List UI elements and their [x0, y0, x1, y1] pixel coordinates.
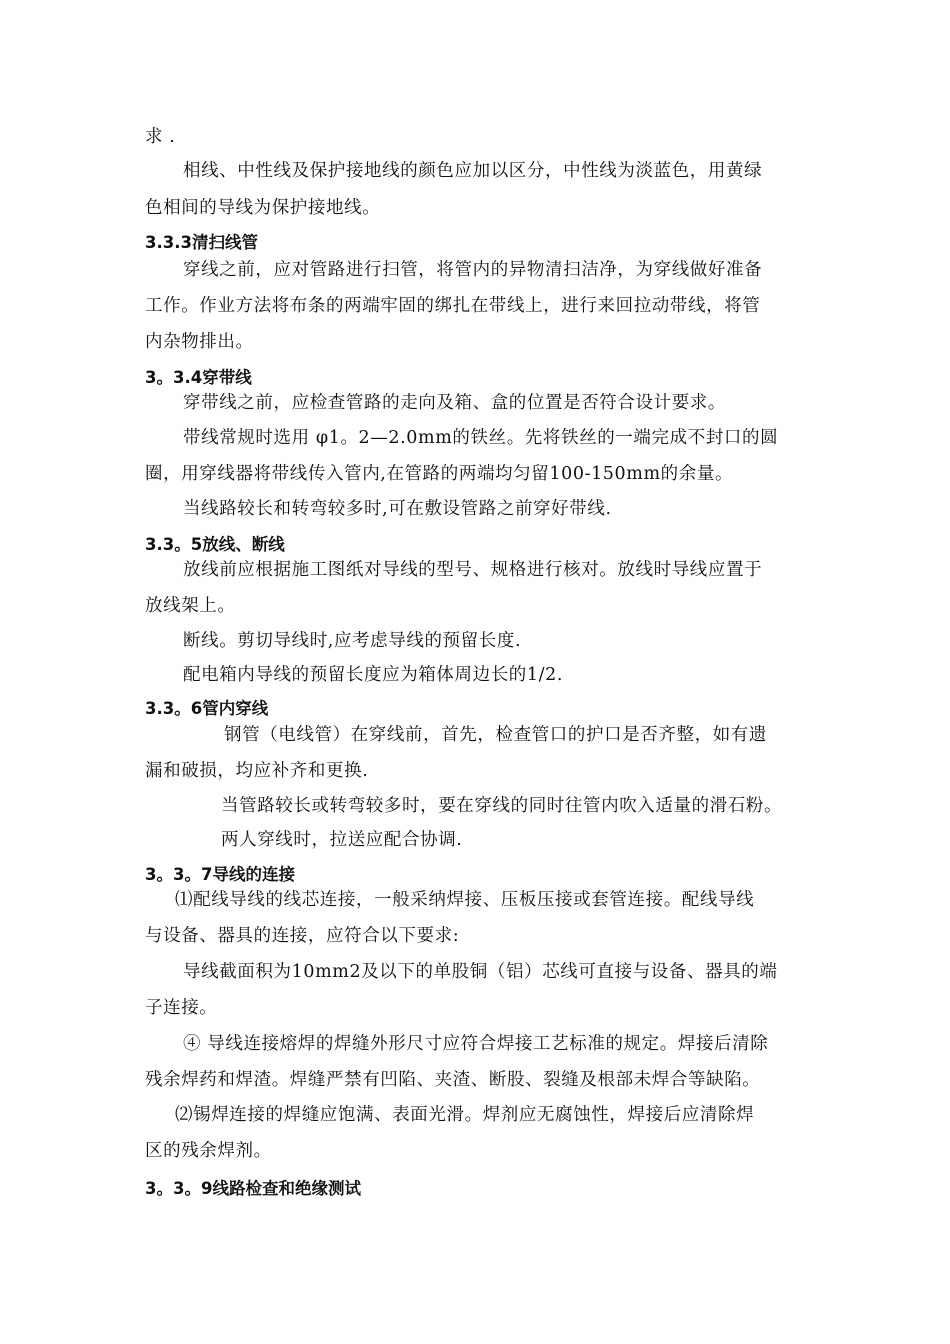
paragraph-line: 区的残余焊剂。 [145, 1141, 272, 1161]
paragraph-line: ⑴配线导线的线芯连接，一般采纳焊接、压板压接或套管连接。配线导线 [175, 890, 755, 910]
section-heading-3-3-6: 3.3。6管内穿线 [145, 699, 269, 718]
paragraph-line: 穿带线之前，应检查管路的走向及箱、盒的位置是否符合设计要求。 [183, 393, 726, 413]
paragraph-line: 配电箱内导线的预留长度应为箱体周边长的1/2. [183, 665, 564, 685]
section-heading-3-3-7: 3。3。7导线的连接 [145, 865, 295, 884]
paragraph-line: 带线常规时选用 φ1。2—2.0mm的铁丝。先将铁丝的一端完成不封口的圆 [183, 428, 779, 448]
paragraph-line: 放线架上。 [145, 596, 236, 616]
paragraph-line: 内杂物排出。 [145, 332, 254, 352]
paragraph-line: 当管路较长或转弯较多时，要在穿线的同时往管内吹入适量的滑石粉。 [221, 796, 783, 816]
paragraph-line: 钢管（电线管）在穿线前，首先，检查管口的护口是否齐整，如有遗 [224, 725, 767, 745]
paragraph-line: 相线、中性线及保护接地线的颜色应加以区分，中性线为淡蓝色，用黄绿 [183, 161, 763, 181]
paragraph-line: 色相间的导线为保护接地线。 [145, 198, 381, 218]
paragraph-line: 与设备、器具的连接，应符合以下要求: [145, 926, 460, 946]
paragraph-line: 圈，用穿线器将带线传入管内,在管路的两端均匀留100-150mm的余量。 [145, 464, 734, 484]
paragraph-line: 漏和破损，均应补齐和更换. [145, 761, 369, 781]
section-heading-3-3-4: 3。3.4穿带线 [145, 368, 252, 387]
paragraph-line: ⑵锡焊连接的焊缝应饱满、表面光滑。焊剂应无腐蚀性，焊接后应清除焊 [175, 1105, 755, 1125]
paragraph-line: 断线。剪切导线时,应考虑导线的预留长度. [183, 631, 522, 651]
paragraph-line: 子连接。 [145, 998, 218, 1018]
paragraph-line: ④ 导线连接熔焊的焊缝外形尺寸应符合焊接工艺标准的规定。焊接后清除 [183, 1034, 769, 1054]
paragraph-line: 工作。作业方法将布条的两端牢固的绑扎在带线上，进行来回拉动带线，将管 [145, 296, 761, 316]
paragraph-line: 当线路较长和转弯较多时,可在敷设管路之前穿好带线. [183, 499, 612, 519]
paragraph-line: 放线前应根据施工图纸对导线的型号、规格进行核对。放线时导线应置于 [183, 560, 763, 580]
section-heading-3-3-9: 3。3。9线路检查和绝缘测试 [145, 1179, 361, 1198]
paragraph-line: 导线截面积为10mm2及以下的单股铜（铝）芯线可直接与设备、器具的端 [183, 962, 778, 982]
paragraph-line: 穿线之前，应对管路进行扫管，将管内的异物清扫洁净，为穿线做好准备 [183, 260, 763, 280]
section-heading-3-3-3: 3.3.3清扫线管 [145, 233, 258, 252]
text-line: 求 . [145, 127, 176, 147]
paragraph-line: 两人穿线时，拉送应配合协调. [221, 830, 463, 850]
paragraph-line: 残余焊药和焊渣。焊缝严禁有凹陷、夹渣、断股、裂缝及根部未焊合等缺陷。 [145, 1070, 761, 1090]
section-heading-3-3-5: 3.3。5放线、断线 [145, 535, 285, 554]
